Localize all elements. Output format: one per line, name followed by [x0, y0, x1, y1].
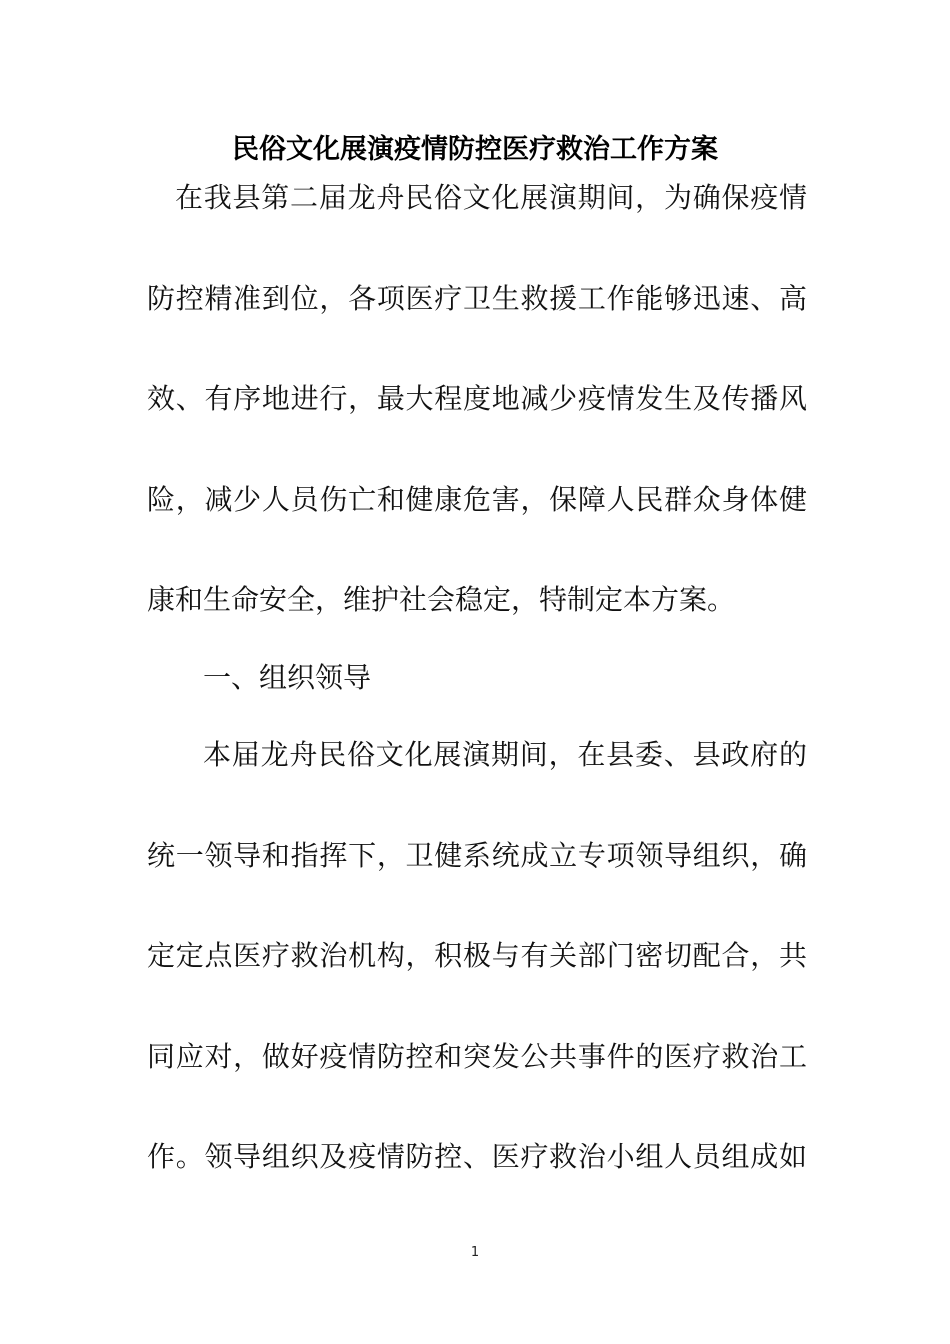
paragraph-line: 定定点医疗救治机构，积极与有关部门密切配合，共: [147, 939, 807, 972]
paragraph-line: 作。领导组织及疫情防控、医疗救治小组人员组成如: [147, 1140, 807, 1173]
paragraph-line: 防控精准到位，各项医疗卫生救援工作能够迅速、高: [147, 282, 807, 315]
paragraph-line: 统一领导和指挥下，卫健系统成立专项领导组织，确: [147, 839, 807, 872]
paragraph-line: 险，减少人员伤亡和健康危害，保障人民群众身体健: [147, 483, 807, 516]
page-number: 1: [470, 1245, 480, 1260]
paragraph-line: 同应对，做好疫情防控和突发公共事件的医疗救治工: [147, 1040, 807, 1073]
paragraph-line: 康和生命安全，维护社会稳定，特制定本方案。: [147, 583, 736, 616]
paragraph-line: 本届龙舟民俗文化展演期间，在县委、县政府的: [203, 738, 807, 771]
section-heading: 一、组织领导: [203, 661, 372, 694]
paragraph-line: 效、有序地进行，最大程度地减少疫情发生及传播风: [147, 382, 807, 415]
paragraph-line: 在我县第二届龙舟民俗文化展演期间，为确保疫情: [175, 181, 807, 214]
document-title: 民俗文化展演疫情防控医疗救治工作方案: [232, 134, 718, 165]
